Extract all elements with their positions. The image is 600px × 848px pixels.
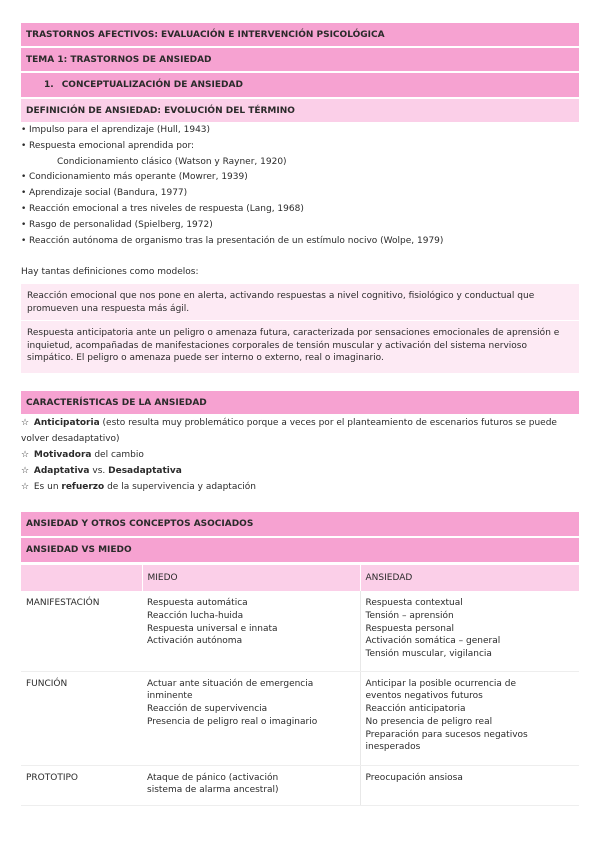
related-title-band — [21, 512, 579, 537]
characteristics-list — [21, 415, 581, 495]
table-header-cell — [21, 565, 142, 591]
bullet-icon: • — [21, 125, 27, 135]
row-label: PROTOTIPO — [21, 765, 142, 805]
characteristic-item: ☆ Anticipatoria (esto resulta muy problemático porque a veces por el planteamiento de escenarios futuros se puede volver desadaptativo) — [21, 415, 581, 447]
list-item: • Condicionamiento más operante (Mowrer, 1939) — [21, 170, 581, 186]
definition-box-2: Respuesta anticipatoria ante un peligro o amenaza futura, caracterizada por sensaciones emocionales de aprensión e inquietud, acompañadas de manifestaciones corporales de tensión muscular y activación del sistema nervioso simpático. El peligro o amenaza puede ser interno o externo, real o imaginario. — [21, 321, 579, 373]
topic-title-band — [21, 48, 579, 72]
characteristic-item: ☆ Es un refuerzo de la supervivencia y adaptación — [21, 479, 581, 495]
section-title-band — [21, 73, 579, 98]
subsection-title: DEFINICIÓN DE ANSIEDAD: EVOLUCIÓN DEL TÉRMINO — [26, 105, 295, 116]
characteristics-title-band — [21, 391, 579, 415]
related-subtitle: ANSIEDAD VS MIEDO — [26, 545, 132, 555]
characteristic-item: ☆ Motivadora del cambio — [21, 447, 581, 463]
characteristics-title: CARACTERÍSTICAS DE LA ANSIEDAD — [26, 397, 207, 408]
topic-title: TEMA 1: TRASTORNOS DE ANSIEDAD — [26, 54, 212, 65]
related-subtitle-band — [21, 538, 579, 563]
table-cell: Ataque de pánico (activación sistema de alarma ancestral) — [142, 765, 360, 805]
table-cell: Actuar ante situación de emergencia inminente Reacción de supervivencia Presencia de peligro real o imaginario — [142, 671, 360, 765]
table-row — [21, 671, 579, 765]
characteristic-item: ☆ Adaptativa vs. Desadaptativa — [21, 463, 581, 479]
star-icon: ☆ — [21, 418, 30, 428]
related-title: ANSIEDAD Y OTROS CONCEPTOS ASOCIADOS — [26, 519, 254, 529]
bullet-icon: • — [21, 219, 27, 230]
comparison-table — [21, 565, 579, 806]
subsection-title-band — [21, 99, 579, 123]
star-icon: ☆ — [21, 450, 30, 460]
table-cell: Respuesta automática Reacción lucha-huida Respuesta universal e innata Activación autónoma — [142, 591, 360, 671]
course-title-band — [21, 23, 579, 47]
list-item: • Reacción emocional a tres niveles de respuesta (Lang, 1968) — [21, 202, 581, 218]
star-icon: ☆ — [21, 466, 30, 476]
list-item: • Aprendizaje social (Bandura, 1977) — [21, 186, 581, 202]
row-label: MANIFESTACIÓN — [21, 591, 142, 671]
table-cell: Preocupación ansiosa — [360, 765, 579, 805]
list-item: • Respuesta emocional aprendida por: — [21, 139, 581, 155]
list-item: • Impulso para el aprendizaje (Hull, 1943) — [21, 123, 581, 139]
bullet-icon: • — [21, 140, 27, 151]
definition-box-1: Reacción emocional que nos pone en alerta, activando respuestas a nivel cognitivo, fisiológico y conductual que promueven una respuesta más ágil. — [21, 284, 579, 320]
course-title: TRASTORNOS AFECTIVOS: EVALUACIÓN E INTERVENCIÓN PSICOLÓGICA — [26, 29, 385, 40]
row-label: FUNCIÓN — [21, 671, 142, 765]
table-row — [21, 591, 579, 671]
section-title: CONCEPTUALIZACIÓN DE ANSIEDAD — [61, 80, 243, 90]
table-row — [21, 765, 579, 805]
bullet-icon: • — [21, 203, 27, 214]
list-subitem: Condicionamiento clásico (Watson y Rayner, 1920) — [57, 156, 287, 167]
list-item: • Reacción autónoma de organismo tras la presentación de un estímulo nocivo (Wolpe, 1979) — [21, 234, 581, 250]
list-item: • Rasgo de personalidad (Spielberg, 1972) — [21, 218, 581, 234]
table-header-cell: MIEDO — [142, 565, 360, 591]
section-number: 1. — [44, 80, 54, 90]
table-header-cell: ANSIEDAD — [360, 565, 579, 591]
bullet-icon: • — [21, 172, 27, 183]
bullet-icon: • — [21, 235, 27, 246]
table-cell: Respuesta contextual Tensión – aprensión Respuesta personal Activación somática – general Tensión muscular, vigilancia — [360, 591, 579, 671]
definition-list — [21, 123, 581, 249]
table-header-row — [21, 565, 579, 591]
bullet-icon: • — [21, 188, 27, 199]
models-note: Hay tantas definiciones como modelos: — [21, 267, 199, 277]
star-icon: ☆ — [21, 482, 30, 492]
table-cell: Anticipar la posible ocurrencia de eventos negativos futuros Reacción anticipatoria No presencia de peligro real Preparación para sucesos negativos inesperados — [360, 671, 579, 765]
